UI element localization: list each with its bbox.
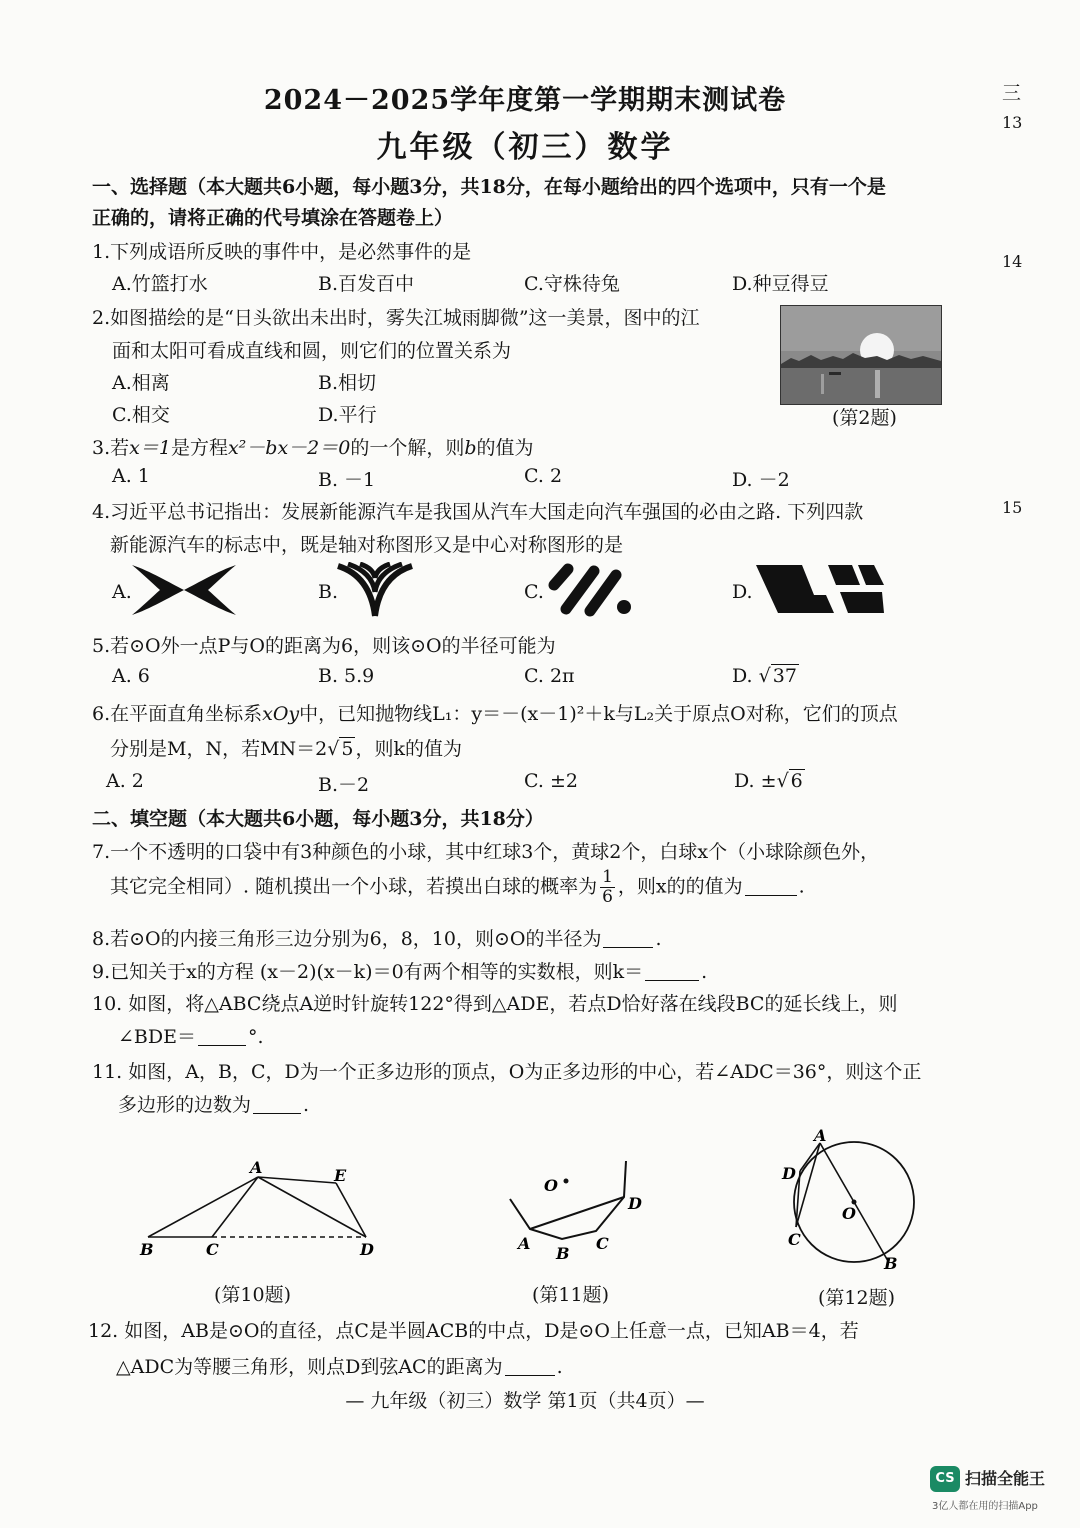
option: A.竹篮打水 bbox=[112, 273, 208, 295]
figure-caption: (第11题) bbox=[532, 1284, 610, 1306]
answer-blank[interactable] bbox=[198, 1027, 246, 1046]
question-stem: 11. 如图，A，B，C，D为一个正多边形的顶点，O为正多边形的中心，若∠ADC＝36°，则这个正 bbox=[92, 1061, 922, 1083]
question-stem: ∠BDE＝ °. bbox=[118, 1026, 264, 1048]
point-label: O bbox=[544, 1176, 558, 1195]
river-sunrise-photo bbox=[780, 305, 942, 405]
option: B. 5.9 bbox=[318, 665, 375, 687]
point-label: O bbox=[842, 1204, 856, 1223]
section-heading: 一、选择题（本大题共6小题，每小题3分，共18分，在每小题给出的四个选项中，只有一个是 bbox=[92, 176, 886, 198]
option: A. 1 bbox=[112, 465, 150, 487]
question-stem: 多边形的边数为 . bbox=[118, 1094, 310, 1116]
wing-arcs-logo-icon bbox=[336, 562, 414, 618]
option: C. bbox=[524, 581, 544, 603]
page-footer: — 九年级（初三）数学 第1页（共4页）— bbox=[345, 1390, 705, 1412]
option: D. ±√ 6 bbox=[734, 770, 803, 792]
figure-caption: (第12题) bbox=[818, 1287, 896, 1309]
option: B. bbox=[318, 581, 339, 603]
section-heading: 二、填空题（本大题共6小题，每小题3分，共18分） bbox=[92, 808, 544, 830]
option: A. 2 bbox=[106, 770, 144, 792]
slashes-logo-icon bbox=[546, 563, 634, 617]
question-stem: 9.已知关于x的方程 (x－2)(x－k)＝0有两个相等的实数根，则k＝ . bbox=[92, 961, 708, 983]
question-stem: 7.一个不透明的口袋中有3种颜色的小球，其中红球3个，黄球2个，白球x个（小球除颜色外， bbox=[92, 841, 880, 863]
point-label: B bbox=[884, 1254, 898, 1273]
point-label: A bbox=[814, 1126, 827, 1145]
point-label: E bbox=[334, 1166, 347, 1185]
figure-10-diagram bbox=[132, 1155, 392, 1265]
option: C.相交 bbox=[112, 404, 170, 426]
question-stem: 2.如图描绘的是“日头欲出未出时，雾失江城雨脚微”这一美景，图中的江 bbox=[92, 307, 700, 329]
question-stem: △ADC为等腰三角形，则点D到弦AC的距离为 . bbox=[116, 1356, 563, 1378]
exam-subtitle: 九年级（初三）数学 bbox=[376, 130, 674, 165]
question-stem: 12. 如图，AB是⊙O的直径，点C是半圆ACB的中点，D是⊙O上任意一点，已知AB＝4，若 bbox=[88, 1320, 859, 1342]
margin-mark: 14 bbox=[1002, 252, 1023, 271]
point-label: D bbox=[628, 1194, 642, 1213]
scanner-app-name: 扫描全能王 bbox=[965, 1469, 1046, 1488]
question-stem: 新能源汽车的标志中，既是轴对称图形又是中心对称图形的是 bbox=[110, 534, 624, 556]
option: D. bbox=[732, 581, 753, 603]
option: A.相离 bbox=[112, 372, 170, 394]
point-label: D bbox=[782, 1164, 796, 1183]
scanner-app-tagline: 3亿人都在用的扫描App bbox=[932, 1501, 1038, 1512]
section-heading: 正确的，请将正确的代号填涂在答题卷上） bbox=[92, 207, 454, 229]
probability-fraction: $\frac{1}{6}$ bbox=[602, 867, 613, 907]
answer-blank[interactable] bbox=[505, 1357, 555, 1376]
option: C. 2 bbox=[524, 465, 563, 487]
figure-caption: (第2题) bbox=[832, 407, 897, 429]
question-stem: 6.在平面直角坐标系xOy中，已知抛物线L₁：y＝－(x－1)²＋k与L₂关于原点O对称，它们的顶点 bbox=[92, 703, 898, 725]
bowtie-logo-icon bbox=[132, 565, 236, 615]
figure-12-diagram bbox=[774, 1125, 924, 1275]
question-stem: 5.若⊙O外一点P与O的距离为6，则该⊙O的半径可能为 bbox=[92, 635, 556, 657]
figure-caption: (第10题) bbox=[214, 1284, 292, 1306]
point-label: B bbox=[140, 1240, 154, 1259]
option: D. －2 bbox=[732, 469, 790, 491]
option: D. √ 37 bbox=[732, 665, 797, 687]
option: C. ±2 bbox=[524, 770, 578, 792]
question-stem: 分别是M，N，若MN＝2√ 5 ，则k的值为 bbox=[110, 738, 462, 760]
option: B. －1 bbox=[318, 469, 376, 491]
margin-mark: 15 bbox=[1002, 498, 1023, 517]
question-stem: 4.习近平总书记指出：发展新能源汽车是我国从汽车大国走向汽车强国的必由之路. 下列四款 bbox=[92, 501, 864, 523]
answer-blank[interactable] bbox=[645, 962, 699, 981]
question-stem: 3.若x＝1是方程x²－bx－2＝0的一个解，则b的值为 bbox=[92, 437, 534, 459]
option: D.种豆得豆 bbox=[732, 273, 829, 295]
option: C. 2π bbox=[524, 665, 575, 687]
question-stem: 10. 如图，将△ABC绕点A逆时针旋转122°得到△ADE，若点D恰好落在线段BC的延长线上，则 bbox=[92, 993, 898, 1015]
answer-blank[interactable] bbox=[603, 929, 653, 948]
camscanner-logo-icon: CS bbox=[930, 1466, 960, 1492]
question-stem: 1.下列成语所反映的事件中，是必然事件的是 bbox=[92, 241, 472, 263]
margin-mark: 13 bbox=[1002, 113, 1023, 132]
option: A. bbox=[112, 581, 132, 603]
option: A. 6 bbox=[112, 665, 150, 687]
point-label: A bbox=[250, 1158, 263, 1177]
answer-blank[interactable] bbox=[253, 1095, 301, 1114]
point-label: C bbox=[596, 1234, 609, 1253]
question-stem: 其它完全相同）. 随机摸出一个小球，若摸出白球的概率为 $\frac{1}{6}$ ，则x的的值为 . bbox=[110, 867, 805, 907]
option: B.－2 bbox=[318, 774, 370, 796]
question-stem: 面和太阳可看成直线和圆，则它们的位置关系为 bbox=[112, 340, 512, 362]
point-label: C bbox=[206, 1240, 219, 1259]
exam-title: 2024－2025学年度第一学期期末测试卷 bbox=[263, 85, 787, 116]
option: D.平行 bbox=[318, 404, 377, 426]
question-stem: 8.若⊙O的内接三角形三边分别为6，8，10，则⊙O的半径为 . bbox=[92, 928, 662, 950]
point-label: C bbox=[788, 1230, 801, 1249]
figure-11-diagram bbox=[500, 1155, 660, 1265]
point-label: A bbox=[518, 1234, 531, 1253]
blocks-logo-icon bbox=[756, 565, 884, 613]
answer-blank[interactable] bbox=[745, 877, 797, 896]
point-label: D bbox=[360, 1240, 374, 1259]
point-label: B bbox=[556, 1244, 570, 1263]
option: B.相切 bbox=[318, 372, 377, 394]
option: B.百发百中 bbox=[318, 273, 415, 295]
margin-mark: 三 bbox=[1002, 82, 1022, 104]
option: C.守株待兔 bbox=[524, 273, 620, 295]
